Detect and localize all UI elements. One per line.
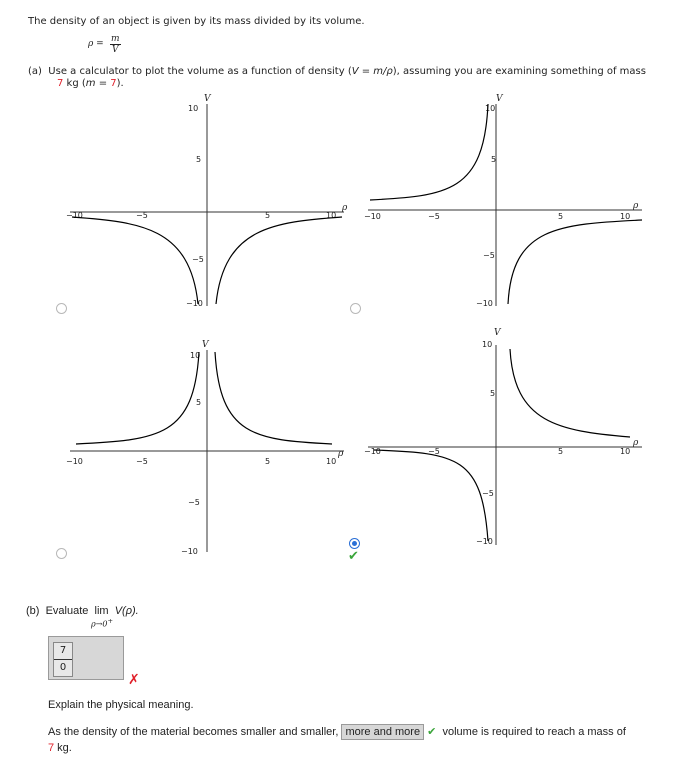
tick-label-5: 5 (491, 155, 497, 164)
radio-option-a[interactable] (56, 303, 67, 314)
answer-input[interactable] (48, 636, 124, 680)
tick-label-neg10-x: −10 (364, 212, 381, 221)
v-axis-label: V (204, 94, 211, 104)
answer-denominator: 0 (59, 662, 67, 673)
limit-subscript: ρ→0+ (91, 617, 114, 629)
tick-label-5: 5 (490, 389, 496, 398)
tick-label-neg5: −5 (188, 498, 200, 507)
axes (70, 104, 344, 306)
part-b-question: (b) Evaluate lim V(ρ). (26, 605, 139, 617)
fill-blank-answer[interactable]: more and more (341, 724, 424, 740)
curve-right (216, 217, 342, 304)
rho-axis-label: ρ (633, 201, 639, 211)
curve-right (508, 220, 642, 304)
tick-label-neg5-x: −5 (428, 212, 440, 221)
density-formula: ρ = (88, 39, 104, 49)
rho-axis-label: ρ (342, 203, 348, 213)
graph-option-d (358, 323, 648, 548)
tick-label-neg5: −5 (482, 489, 494, 498)
tick-label-10: 10 (485, 104, 496, 113)
tick-label-10-x: 10 (620, 447, 631, 456)
v-axis-label: V (202, 340, 209, 350)
tick-label-neg5: −5 (483, 251, 495, 260)
checkmark-icon: ✔ (427, 726, 437, 738)
rho-axis-label: ρ (633, 438, 639, 448)
intro-text: The density of an object is given by its mass divided by its volume. (28, 16, 365, 27)
graph-option-a (60, 92, 350, 317)
curve-right (510, 349, 630, 437)
graph-option-c (60, 338, 350, 563)
curve-left (76, 352, 202, 444)
tick-label-neg10-x: −10 (66, 211, 83, 220)
tick-label-10: 10 (190, 351, 201, 360)
formula-fraction (110, 34, 121, 55)
formula-numerator: m (111, 34, 120, 44)
tick-label-10-x: 10 (326, 211, 337, 220)
radio-option-c[interactable] (56, 548, 67, 559)
formula-denominator: V (112, 45, 119, 55)
tick-label-neg10: −10 (186, 299, 203, 308)
graph-option-b (358, 92, 648, 317)
limit-expression: lim (94, 605, 109, 617)
tick-label-10: 10 (482, 340, 493, 349)
fraction-answer[interactable] (53, 642, 73, 677)
curve-left (370, 104, 488, 200)
tick-label-5: 5 (196, 398, 202, 407)
tick-label-neg10: −10 (181, 547, 198, 556)
radio-option-b[interactable] (350, 303, 361, 314)
tick-label-5-x: 5 (558, 212, 564, 221)
v-axis-label: V (494, 328, 501, 338)
rho-axis-label: ρ (338, 449, 344, 459)
tick-label-10-x: 10 (326, 457, 337, 466)
tick-label-neg10: −10 (476, 299, 493, 308)
v-axis-label: V (496, 94, 503, 104)
part-a-question: (a) Use a calculator to plot the volume as a function of density (V = m/ρ), assuming you are examining something of mass 7 kg (m = 7). (28, 66, 646, 89)
checkmark-icon: ✔ (348, 549, 359, 564)
tick-label-neg5: −5 (192, 255, 204, 264)
explain-prompt: Explain the physical meaning. (48, 699, 194, 711)
tick-label-neg10-x: −10 (364, 447, 381, 456)
physical-meaning-sentence: As the density of the material becomes smaller and smaller, more and more ✔ volume is required to reach a mass of 7 kg. (48, 726, 626, 754)
tick-label-5: 5 (196, 155, 202, 164)
tick-label-5-x: 5 (265, 457, 271, 466)
answer-numerator: 7 (54, 643, 72, 660)
tick-label-5-x: 5 (265, 211, 271, 220)
tick-label-10-x: 10 (620, 212, 631, 221)
curve-left (374, 450, 488, 541)
tick-label-neg10: −10 (476, 537, 493, 546)
tick-label-neg10-x: −10 (66, 457, 83, 466)
tick-label-5-x: 5 (558, 447, 564, 456)
tick-label-neg5-x: −5 (428, 447, 440, 456)
curve-right (215, 352, 332, 444)
tick-label-10: 10 (188, 104, 199, 113)
curve-left (72, 217, 198, 304)
incorrect-x-icon: ✗ (128, 672, 140, 688)
tick-label-neg5-x: −5 (136, 457, 148, 466)
tick-label-neg5-x: −5 (136, 211, 148, 220)
